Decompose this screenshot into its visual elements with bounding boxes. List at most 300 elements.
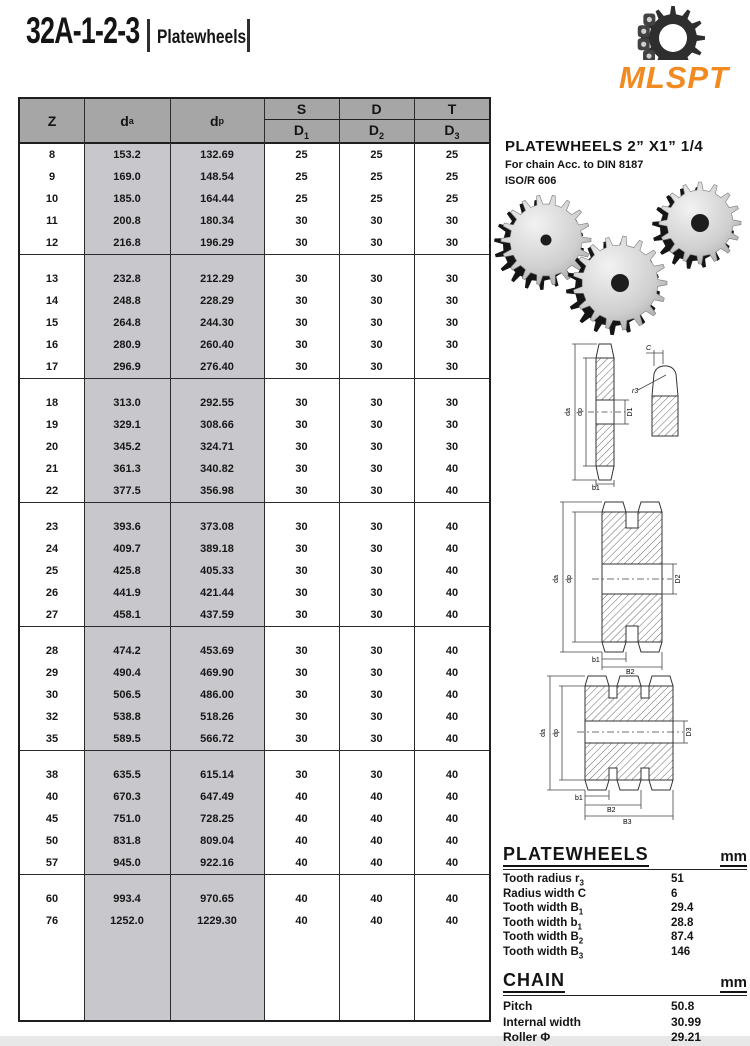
table-cell: 45 bbox=[45, 813, 59, 825]
svg-text:C: C bbox=[646, 345, 652, 352]
table-cell: 30 bbox=[370, 397, 383, 409]
spec-row bbox=[503, 917, 747, 932]
table-cell: 30 bbox=[370, 543, 383, 555]
table-row bbox=[20, 852, 489, 874]
table-cell: 228.29 bbox=[200, 295, 234, 307]
table-cell: 538.8 bbox=[113, 711, 141, 723]
table-cell: 40 bbox=[445, 645, 459, 657]
table-cell: 751.0 bbox=[113, 813, 141, 825]
table-cell: 728.25 bbox=[200, 813, 234, 825]
table-cell: 30 bbox=[370, 565, 383, 577]
table-row bbox=[20, 414, 489, 436]
spec-value: 28.8 bbox=[671, 916, 694, 929]
spec-value: 29.21 bbox=[671, 1030, 702, 1044]
table-cell: 11 bbox=[46, 215, 58, 227]
table-cell: 28 bbox=[45, 645, 59, 657]
spec-label: Tooth radius $r_3$ bbox=[503, 873, 584, 888]
spec-label-subscript: 1 bbox=[577, 921, 582, 931]
table-group bbox=[20, 392, 489, 503]
table-cell: 393.6 bbox=[113, 521, 141, 533]
svg-text:B2: B2 bbox=[626, 669, 635, 676]
product-iso-line: ISO/R 606 bbox=[505, 175, 557, 187]
table-cell: 486.00 bbox=[200, 689, 234, 701]
table-cell: 276.40 bbox=[200, 361, 234, 373]
table-cell: 30 bbox=[445, 397, 459, 409]
page-subtitle: Platewheels bbox=[157, 27, 247, 48]
table-cell: 30 bbox=[295, 733, 308, 745]
table-cell: 30 bbox=[295, 587, 308, 599]
table-row bbox=[20, 604, 489, 626]
table-cell: 647.49 bbox=[200, 791, 234, 803]
table-cell: 27 bbox=[45, 609, 59, 621]
table-cell: 474.2 bbox=[113, 645, 141, 657]
svg-text:B3: B3 bbox=[623, 819, 632, 826]
table-cell: 361.3 bbox=[113, 463, 141, 475]
table-cell: 1229.30 bbox=[197, 915, 237, 927]
table-cell: 40 bbox=[295, 813, 308, 825]
col-header-s-d1: S $D_1$ bbox=[264, 99, 339, 142]
table-cell: 9 bbox=[48, 171, 56, 183]
table-cell: 30 bbox=[370, 295, 383, 307]
table-cell: 30 bbox=[295, 521, 308, 533]
table-cell: 30 bbox=[295, 769, 308, 781]
table-row bbox=[20, 392, 489, 414]
column-line bbox=[339, 99, 340, 1020]
product-title: PLATEWHEELS 2” X1” 1/4 bbox=[505, 138, 704, 155]
table-cell: 50 bbox=[45, 835, 59, 847]
spec-value: 50.8 bbox=[671, 999, 695, 1013]
logo-gear-bore bbox=[659, 24, 687, 52]
table-cell: 40 bbox=[295, 835, 308, 847]
table-cell: 30 bbox=[295, 419, 308, 431]
table-cell: 40 bbox=[445, 689, 459, 701]
table-cell: 15 bbox=[45, 317, 59, 329]
table-cell: 57 bbox=[45, 857, 59, 869]
table-cell: 153.2 bbox=[113, 149, 141, 161]
table-cell: 40 bbox=[370, 857, 383, 869]
table-cell: 40 bbox=[295, 893, 308, 905]
table-cell: 566.72 bbox=[200, 733, 234, 745]
table-cell: 635.5 bbox=[113, 769, 141, 781]
table-row bbox=[20, 786, 489, 808]
table-cell: 264.8 bbox=[113, 317, 141, 329]
spec-header bbox=[503, 970, 747, 996]
table-group-gap bbox=[20, 627, 489, 640]
table-cell: 12 bbox=[45, 237, 59, 249]
table-cell: 20 bbox=[45, 441, 59, 453]
table-cell: 30 bbox=[370, 361, 383, 373]
chain-roller bbox=[641, 42, 646, 47]
table-row bbox=[20, 808, 489, 830]
spec-label: Pitch bbox=[503, 999, 533, 1013]
table-cell: 148.54 bbox=[200, 171, 234, 183]
table-cell: 40 bbox=[445, 521, 459, 533]
table-cell: 40 bbox=[445, 543, 459, 555]
col-header-dp: d p bbox=[209, 112, 225, 129]
spec-label: Roller Φ bbox=[503, 1030, 551, 1044]
table-cell: 60 bbox=[45, 893, 59, 905]
sprocket-bore bbox=[691, 214, 709, 232]
table-cell: 30 bbox=[370, 317, 383, 329]
table-row bbox=[20, 188, 489, 210]
table-cell: 185.0 bbox=[113, 193, 141, 205]
table-cell: 29 bbox=[45, 667, 59, 679]
table-cell: 21 bbox=[45, 463, 59, 475]
table-row bbox=[20, 538, 489, 560]
table-cell: 30 bbox=[445, 273, 459, 285]
table-group-gap bbox=[20, 503, 489, 516]
triplex-sprocket-drawing bbox=[535, 664, 750, 848]
table-cell: 40 bbox=[445, 893, 459, 905]
table-cell: 809.04 bbox=[200, 835, 234, 847]
spec-section bbox=[503, 970, 747, 1046]
table-cell: 30 bbox=[370, 711, 383, 723]
table-cell: 40 bbox=[445, 733, 459, 745]
table-cell: 23 bbox=[45, 521, 59, 533]
table-cell: 35 bbox=[45, 733, 59, 745]
table-cell: 324.71 bbox=[200, 441, 234, 453]
spec-value: 29.4 bbox=[671, 902, 694, 914]
spec-label: Tooth width $B_3$ bbox=[503, 945, 584, 960]
svg-text:da: da bbox=[553, 575, 560, 583]
table-cell: 40 bbox=[295, 915, 308, 927]
table-cell: 30 bbox=[445, 237, 459, 249]
table-cell: 30 bbox=[370, 485, 383, 497]
table-cell: 13 bbox=[45, 273, 59, 285]
table-row bbox=[20, 888, 489, 910]
title-divider-right bbox=[247, 19, 250, 52]
dimension-table bbox=[18, 97, 491, 1022]
spec-title: PLATEWHEELS bbox=[503, 844, 649, 867]
table-cell: 421.44 bbox=[200, 587, 234, 599]
spec-unit-label: mm bbox=[720, 974, 747, 991]
table-cell: 30 bbox=[370, 587, 383, 599]
table-row bbox=[20, 356, 489, 378]
table-cell: 38 bbox=[45, 769, 59, 781]
spec-lists bbox=[503, 844, 747, 1046]
table-cell: 425.8 bbox=[113, 565, 141, 577]
table-cell: 25 bbox=[45, 565, 59, 577]
table-cell: 40 bbox=[295, 857, 308, 869]
spec-row bbox=[503, 1015, 747, 1031]
table-cell: 25 bbox=[445, 149, 459, 161]
svg-text:da: da bbox=[565, 408, 572, 416]
chain-roller bbox=[647, 17, 652, 22]
table-cell: 30 bbox=[445, 295, 459, 307]
spec-row bbox=[503, 873, 747, 888]
sprockets-photo bbox=[498, 183, 748, 345]
table-cell: 30 bbox=[295, 711, 308, 723]
table-cell: 30 bbox=[295, 565, 308, 577]
table-cell: 40 bbox=[445, 915, 459, 927]
table-row bbox=[20, 560, 489, 582]
table-cell: 25 bbox=[295, 149, 308, 161]
table-group bbox=[20, 640, 489, 751]
table-cell: 340.82 bbox=[200, 463, 234, 475]
table-body bbox=[20, 144, 489, 932]
table-cell: 22 bbox=[45, 485, 59, 497]
table-row bbox=[20, 436, 489, 458]
table-cell: 40 bbox=[45, 791, 59, 803]
table-cell: 308.66 bbox=[200, 419, 234, 431]
spec-row bbox=[503, 999, 747, 1015]
svg-text:b1: b1 bbox=[592, 657, 600, 664]
table-cell: 30 bbox=[445, 339, 459, 351]
table-cell: 993.4 bbox=[113, 893, 141, 905]
table-cell: 506.5 bbox=[113, 689, 141, 701]
table-cell: 196.29 bbox=[200, 237, 234, 249]
table-cell: 40 bbox=[445, 769, 459, 781]
table-cell: 25 bbox=[370, 171, 383, 183]
sprocket-bore bbox=[541, 235, 552, 246]
table-cell: 30 bbox=[370, 441, 383, 453]
spec-label: Tooth width $B_2$ bbox=[503, 931, 584, 946]
col-header-z: Z bbox=[47, 112, 57, 129]
table-cell: 25 bbox=[370, 149, 383, 161]
table-group-gap bbox=[20, 255, 489, 268]
table-row bbox=[20, 662, 489, 684]
table-cell: 10 bbox=[45, 193, 59, 205]
table-cell: 30 bbox=[295, 463, 308, 475]
spec-value: 51 bbox=[671, 873, 684, 885]
table-cell: 30 bbox=[445, 441, 459, 453]
table-cell: 329.1 bbox=[113, 419, 141, 431]
table-cell: 132.69 bbox=[200, 149, 234, 161]
table-cell: 490.4 bbox=[113, 667, 141, 679]
table-cell: 25 bbox=[445, 193, 459, 205]
table-cell: 25 bbox=[370, 193, 383, 205]
spec-value: 30.99 bbox=[671, 1014, 702, 1029]
table-cell: 589.5 bbox=[113, 733, 141, 745]
svg-text:dp: dp bbox=[553, 729, 560, 737]
spec-row bbox=[503, 888, 747, 903]
table-cell: 8 bbox=[48, 149, 56, 161]
table-cell: 30 bbox=[445, 215, 459, 227]
table-row bbox=[20, 268, 489, 290]
table-group bbox=[20, 764, 489, 875]
spec-row bbox=[503, 1030, 747, 1046]
table-header bbox=[20, 99, 489, 144]
table-cell: 76 bbox=[45, 915, 59, 927]
product-standard-line: For chain Acc. to DIN 8187 bbox=[505, 159, 644, 171]
table-cell: 40 bbox=[445, 791, 459, 803]
table-cell: 30 bbox=[370, 419, 383, 431]
table-cell: 30 bbox=[370, 769, 383, 781]
svg-text:D1: D1 bbox=[627, 407, 634, 417]
table-cell: 30 bbox=[370, 237, 383, 249]
table-row bbox=[20, 728, 489, 750]
table-cell: 25 bbox=[295, 171, 308, 183]
brand-logo bbox=[585, 2, 745, 97]
spec-value: 6 bbox=[671, 887, 678, 900]
table-cell: 30 bbox=[370, 215, 383, 227]
table-cell: 30 bbox=[295, 689, 308, 701]
svg-text:r3: r3 bbox=[632, 388, 639, 395]
table-row bbox=[20, 210, 489, 232]
table-cell: 30 bbox=[295, 645, 308, 657]
spec-row bbox=[503, 931, 747, 946]
table-cell: 30 bbox=[295, 317, 308, 329]
table-cell: 945.0 bbox=[113, 857, 141, 869]
table-cell: 26 bbox=[45, 587, 59, 599]
table-cell: 469.90 bbox=[200, 667, 234, 679]
column-line bbox=[170, 99, 171, 1020]
table-cell: 40 bbox=[445, 835, 459, 847]
spec-header bbox=[503, 844, 747, 870]
table-cell: 244.30 bbox=[200, 317, 234, 329]
table-cell: 30 bbox=[295, 339, 308, 351]
table-cell: 296.9 bbox=[113, 361, 141, 373]
table-row bbox=[20, 830, 489, 852]
table-cell: 32 bbox=[45, 711, 59, 723]
spec-label: Internal width bbox=[503, 1014, 581, 1029]
table-cell: 30 bbox=[295, 485, 308, 497]
table-cell: 40 bbox=[445, 587, 459, 599]
table-cell: 30 bbox=[45, 689, 59, 701]
col-header-da: d a bbox=[120, 112, 134, 129]
table-cell: 30 bbox=[370, 645, 383, 657]
table-cell: 345.2 bbox=[113, 441, 141, 453]
spec-unit-label: mm bbox=[720, 848, 747, 865]
chain-roller bbox=[646, 53, 651, 58]
table-cell: 30 bbox=[370, 733, 383, 745]
table-cell: 30 bbox=[295, 667, 308, 679]
table-cell: 30 bbox=[295, 609, 308, 621]
table-cell: 292.55 bbox=[200, 397, 234, 409]
col-header-t-d3: T $D_3$ bbox=[414, 99, 490, 142]
table-cell: 377.5 bbox=[113, 485, 141, 497]
table-cell: 40 bbox=[295, 791, 308, 803]
table-group bbox=[20, 144, 489, 255]
table-cell: 19 bbox=[45, 419, 59, 431]
table-cell: 40 bbox=[445, 711, 459, 723]
table-cell: 30 bbox=[295, 215, 308, 227]
table-group bbox=[20, 268, 489, 379]
table-cell: 17 bbox=[45, 361, 59, 373]
table-group-gap bbox=[20, 379, 489, 392]
svg-text:D2: D2 bbox=[675, 574, 682, 584]
table-cell: 831.8 bbox=[113, 835, 141, 847]
spec-row bbox=[503, 902, 747, 917]
table-cell: 615.14 bbox=[200, 769, 234, 781]
spec-label: Radius width C bbox=[503, 887, 587, 900]
title-divider-left bbox=[147, 19, 150, 52]
col-header-d-d2: D $D_2$ bbox=[339, 99, 414, 142]
table-cell: 16 bbox=[45, 339, 59, 351]
table-cell: 30 bbox=[295, 441, 308, 453]
table-cell: 25 bbox=[445, 171, 459, 183]
table-cell: 169.0 bbox=[113, 171, 141, 183]
table-group bbox=[20, 516, 489, 627]
table-cell: 30 bbox=[295, 273, 308, 285]
column-line bbox=[414, 99, 415, 1020]
table-cell: 313.0 bbox=[113, 397, 141, 409]
spec-value: 146 bbox=[671, 945, 691, 958]
table-cell: 40 bbox=[370, 813, 383, 825]
svg-text:b1: b1 bbox=[575, 795, 583, 802]
spec-value: 87.4 bbox=[671, 931, 694, 943]
spec-label-subscript: 3 bbox=[579, 878, 584, 888]
table-cell: 248.8 bbox=[113, 295, 141, 307]
spec-label-subscript: 2 bbox=[578, 936, 584, 946]
table-cell: 40 bbox=[445, 667, 459, 679]
table-cell: 30 bbox=[370, 273, 383, 285]
table-cell: 437.59 bbox=[200, 609, 234, 621]
table-cell: 373.08 bbox=[200, 521, 234, 533]
table-cell: 280.9 bbox=[113, 339, 141, 351]
table-cell: 30 bbox=[370, 463, 383, 475]
table-cell: 458.1 bbox=[113, 609, 141, 621]
table-cell: 30 bbox=[295, 397, 308, 409]
table-row bbox=[20, 910, 489, 932]
table-cell: 40 bbox=[445, 813, 459, 825]
svg-text:B2: B2 bbox=[607, 807, 616, 814]
spec-label-subscript: 1 bbox=[578, 907, 584, 917]
table-row bbox=[20, 312, 489, 334]
table-cell: 14 bbox=[45, 295, 59, 307]
table-cell: 30 bbox=[370, 609, 383, 621]
table-row bbox=[20, 640, 489, 662]
table-cell: 40 bbox=[445, 857, 459, 869]
table-cell: 389.18 bbox=[200, 543, 234, 555]
table-row bbox=[20, 516, 489, 538]
table-cell: 30 bbox=[445, 361, 459, 373]
table-row bbox=[20, 764, 489, 786]
column-line bbox=[264, 99, 265, 1020]
table-row bbox=[20, 144, 489, 166]
table-cell: 30 bbox=[445, 317, 459, 329]
table-cell: 216.8 bbox=[113, 237, 141, 249]
spec-title: CHAIN bbox=[503, 970, 565, 993]
table-cell: 40 bbox=[370, 915, 383, 927]
table-cell: 670.3 bbox=[113, 791, 141, 803]
sprocket-bore bbox=[611, 274, 629, 292]
table-cell: 356.98 bbox=[200, 485, 234, 497]
table-row bbox=[20, 232, 489, 254]
table-cell: 518.26 bbox=[200, 711, 234, 723]
table-cell: 40 bbox=[445, 565, 459, 577]
page-title: 32A-1-2-3 bbox=[26, 10, 140, 51]
svg-text:D3: D3 bbox=[686, 727, 693, 737]
table-cell: 30 bbox=[295, 543, 308, 555]
table-group-gap bbox=[20, 751, 489, 764]
table-row bbox=[20, 290, 489, 312]
table-cell: 30 bbox=[445, 419, 459, 431]
simplex-sprocket-drawing bbox=[550, 338, 750, 492]
spec-label: Tooth width $b_1$ bbox=[503, 916, 582, 931]
table-cell: 40 bbox=[370, 791, 383, 803]
table-cell: 30 bbox=[370, 689, 383, 701]
table-cell: 30 bbox=[370, 667, 383, 679]
svg-text:da: da bbox=[540, 729, 547, 737]
table-row bbox=[20, 684, 489, 706]
chain-roller bbox=[641, 29, 646, 34]
table-cell: 25 bbox=[295, 193, 308, 205]
table-group bbox=[20, 888, 489, 932]
logo-wordmark: MLSPT bbox=[619, 60, 730, 95]
table-cell: 164.44 bbox=[200, 193, 234, 205]
table-cell: 453.69 bbox=[200, 645, 234, 657]
table-cell: 40 bbox=[445, 609, 459, 621]
table-group-gap bbox=[20, 875, 489, 888]
table-cell: 441.9 bbox=[113, 587, 141, 599]
table-cell: 232.8 bbox=[113, 273, 141, 285]
table-cell: 30 bbox=[295, 237, 308, 249]
table-cell: 40 bbox=[445, 463, 459, 475]
table-cell: 30 bbox=[370, 339, 383, 351]
svg-text:dp: dp bbox=[577, 408, 584, 416]
spec-label-subscript: 3 bbox=[578, 950, 584, 960]
